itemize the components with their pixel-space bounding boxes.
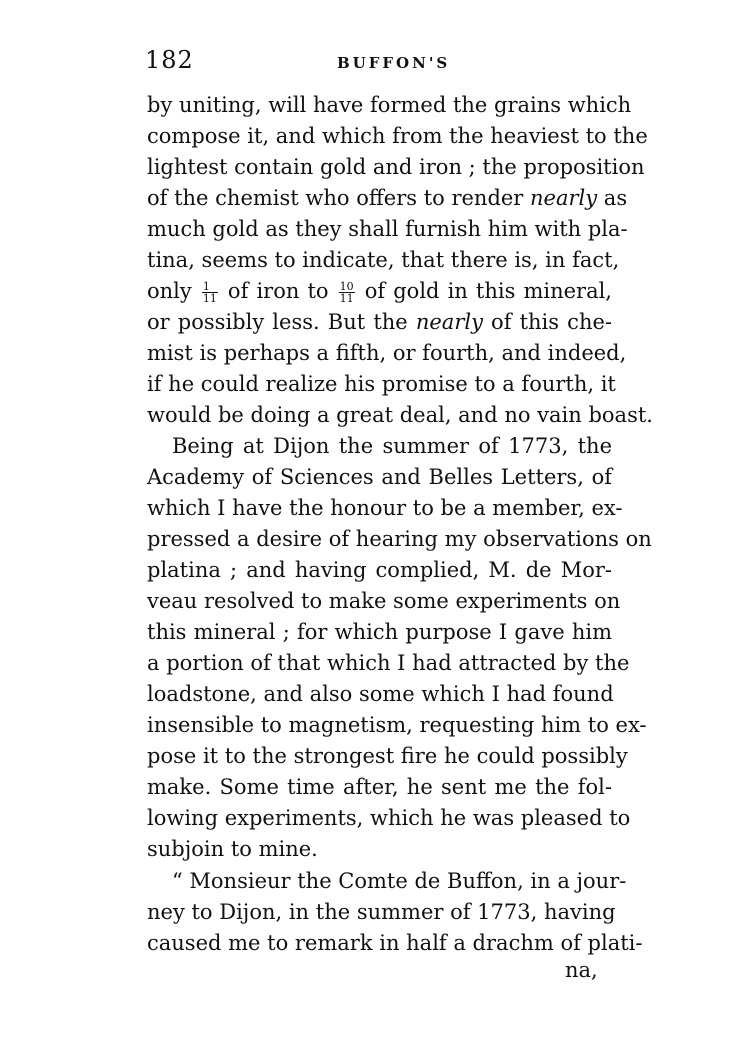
text-line: a portion of that which I had attracted by the [147,651,630,675]
catchword: na, [565,958,598,982]
text-line: compose it, and which from the heaviest to the [147,124,648,148]
text-line: ney to Dijon, in the summer of 1773, having [147,900,616,924]
text-line: lightest contain gold and iron ; the proposition [147,155,645,179]
text-line: only $\frac{1}{11}$ of iron to $\frac{10}{11}$ of gold in this mineral, [147,279,612,305]
paragraph-start: Being at Dijon the summer of 1773, the [172,434,612,458]
text-line: by uniting, will have formed the grains which [147,93,632,117]
paragraph-start: “ Monsieur the Comte de Buffon, in a jour- [172,869,627,893]
italic-word: nearly [415,310,483,334]
text-line: pressed a desire of hearing my observations on [147,527,652,551]
running-head: BUFFON'S [337,54,451,72]
text-line: if he could realize his promise to a fourth, it [147,372,616,396]
fraction: $\frac{10}{11}$ [339,280,354,305]
page-number: 182 [145,46,194,74]
text-line: would be doing a great deal, and no vain boast. [147,403,653,427]
text-line: or possibly less. But the nearly of this che- [147,310,612,334]
text-line: much gold as they shall furnish him with pla- [147,217,628,241]
text-line: subjoin to mine. [147,837,318,861]
text-line: mist is perhaps a fifth, or fourth, and indeed, [147,341,627,365]
text-line: this mineral ; for which purpose I gave him [147,620,612,644]
text-line: Academy of Sciences and Belles Letters, of [147,465,612,489]
text-line: caused me to remark in half a drachm of plati- [147,931,643,955]
text-line: make. Some time after, he sent me the fol- [147,775,612,799]
text-line: platina ; and having complied, M. de Mor- [147,558,612,582]
text-line: of the chemist who offers to render nearly as [147,186,628,210]
fraction: $\frac{1}{11}$ [202,280,217,305]
page-header [145,46,615,80]
italic-word: nearly [530,186,598,210]
text-line: insensible to magnetism, requesting him to ex- [147,713,647,737]
text-line: lowing experiments, which he was pleased to [147,806,631,830]
text-line: tina, seems to indicate, that there is, in fact, [147,248,620,272]
text-line: pose it to the strongest fire he could possibly [147,744,628,768]
text-line: loadstone, and also some which I had found [147,682,614,706]
text-line: which I have the honour to be a member, ex- [147,496,623,520]
text-line: veau resolved to make some experiments on [147,589,621,613]
